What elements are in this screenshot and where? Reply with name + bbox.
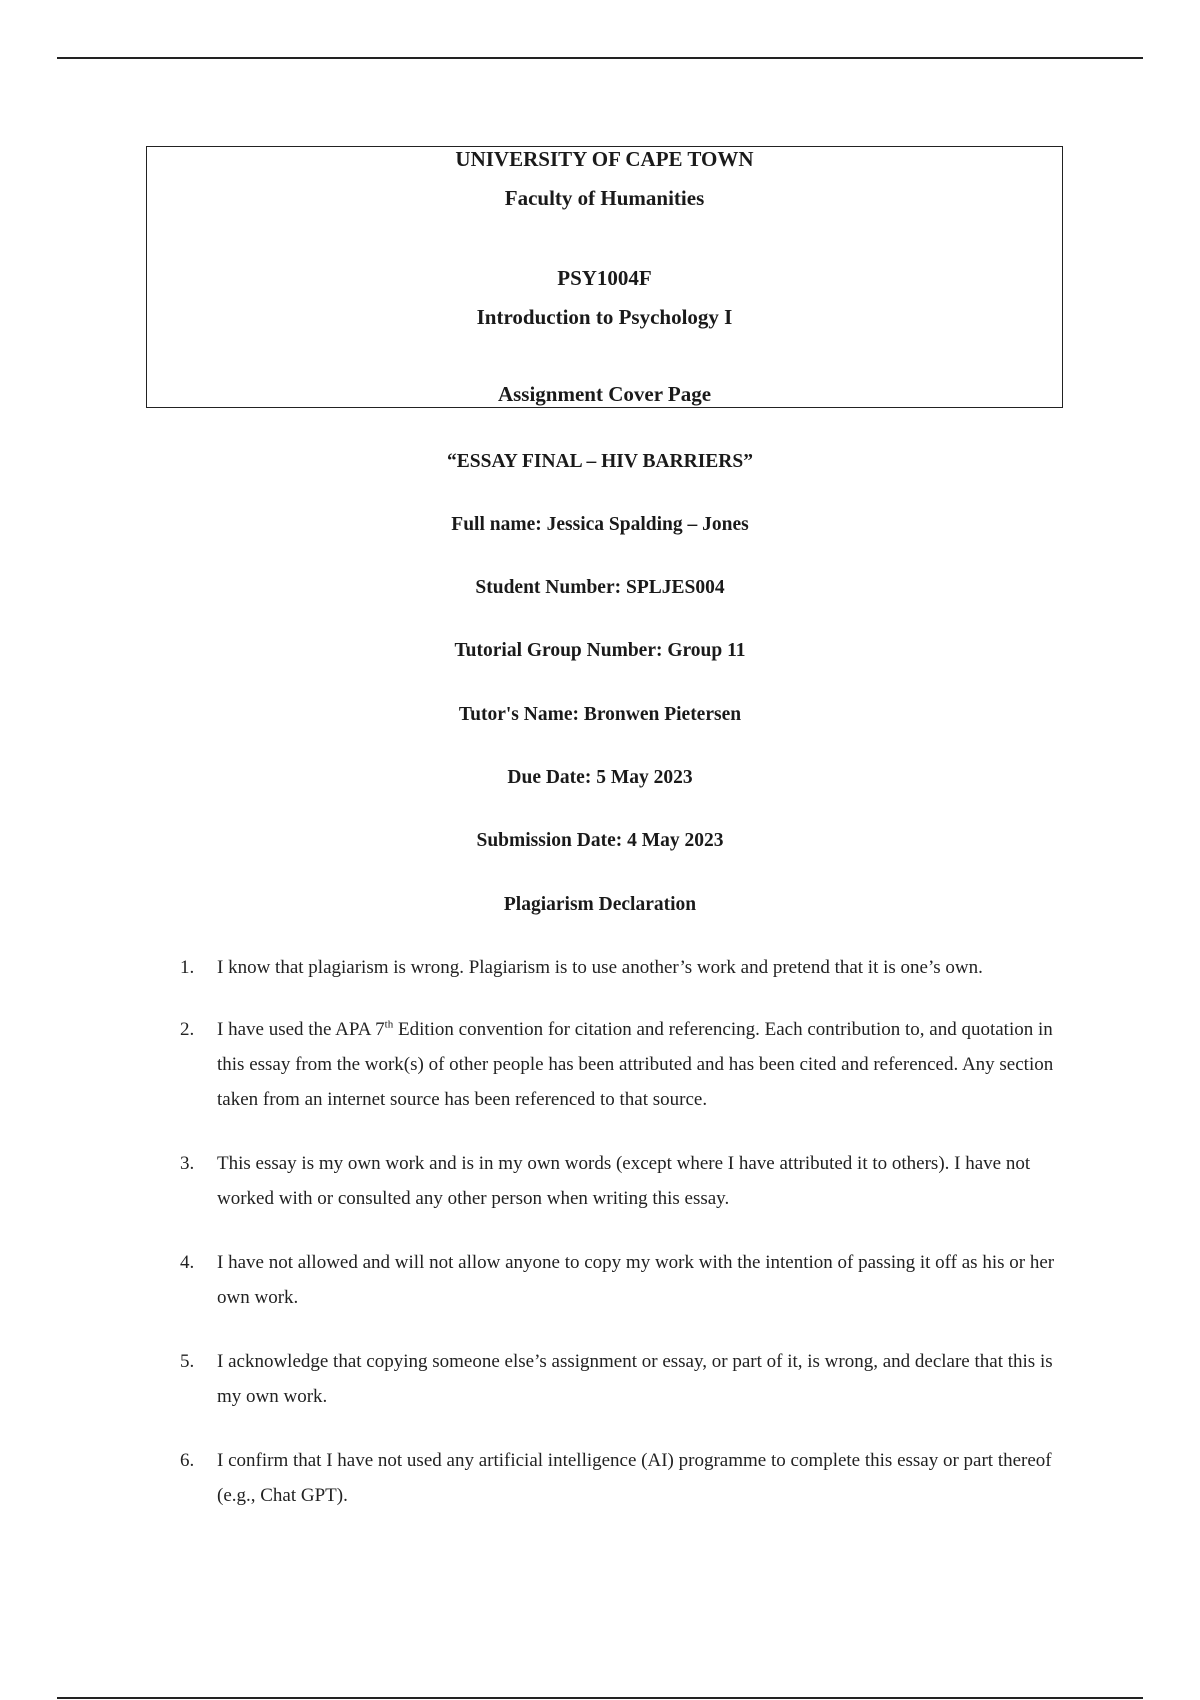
list-item — [180, 1012, 1060, 1117]
essay-title: “ESSAY FINAL – HIV BARRIERS” — [447, 451, 753, 472]
list-item-number: 5. — [180, 1351, 195, 1372]
list-item — [180, 1443, 1060, 1513]
course-name: Introduction to Psychology I — [476, 305, 733, 329]
faculty-name: Faculty of Humanities — [504, 186, 705, 210]
list-item — [180, 950, 1060, 985]
list-item-text: I acknowledge that copying someone else’s assignment or essay, or part of it, is wrong, and declare that this is my own work. — [217, 1351, 1053, 1407]
submission-date: Submission Date: 4 May 2023 — [476, 830, 724, 851]
top-rule — [57, 57, 1143, 59]
header-box — [146, 146, 1063, 408]
list-item-number: 3. — [180, 1153, 195, 1174]
list-item-text: I have not allowed and will not allow anyone to copy my work with the intention of passing it off as his or her own work. — [217, 1252, 1055, 1308]
ordinal-superscript: th — [384, 1018, 394, 1031]
course-code: PSY1004F — [557, 266, 652, 290]
list-item-text — [217, 1012, 1060, 1117]
list-item-text: I confirm that I have not used any artificial intelligence (AI) programme to complete this essay or part thereof (e.g., Chat GPT). — [217, 1450, 1052, 1506]
list-item — [180, 1245, 1060, 1315]
due-date: Due Date: 5 May 2023 — [507, 767, 693, 788]
student-number: Student Number: SPLJES004 — [475, 577, 725, 598]
list-item — [180, 1146, 1060, 1216]
full-name: Full name: Jessica Spalding – Jones — [451, 514, 749, 535]
bottom-rule — [57, 1697, 1143, 1699]
page-type-title: Assignment Cover Page — [497, 382, 712, 406]
university-name: UNIVERSITY OF CAPE TOWN — [455, 147, 754, 171]
list-item-number: 4. — [180, 1252, 195, 1273]
list-item-number: 2. — [180, 1019, 195, 1040]
declaration-heading: Plagiarism Declaration — [503, 894, 697, 915]
list-item-text-before: I have used the APA 7 — [217, 1019, 385, 1040]
tutorial-group: Tutorial Group Number: Group 11 — [454, 640, 746, 661]
list-item — [180, 1344, 1060, 1414]
list-item-text: I know that plagiarism is wrong. Plagiarism is to use another’s work and pretend that it is one’s own. — [217, 957, 983, 978]
list-item-text: This essay is my own work and is in my own words (except where I have attributed it to others). I have not worked with or consulted any other person when writing this essay. — [217, 1153, 1031, 1209]
tutor-name: Tutor's Name: Bronwen Pietersen — [458, 704, 742, 725]
list-item-text-after: Edition convention for citation and referencing. Each contribution to, and quotation in this essay from the work(s) of other people has been attributed and has been cited and referenced. Any section taken from an internet source has been referenced to that source. — [217, 1019, 1054, 1110]
list-item-number: 6. — [180, 1450, 195, 1471]
list-item-number: 1. — [180, 957, 195, 978]
